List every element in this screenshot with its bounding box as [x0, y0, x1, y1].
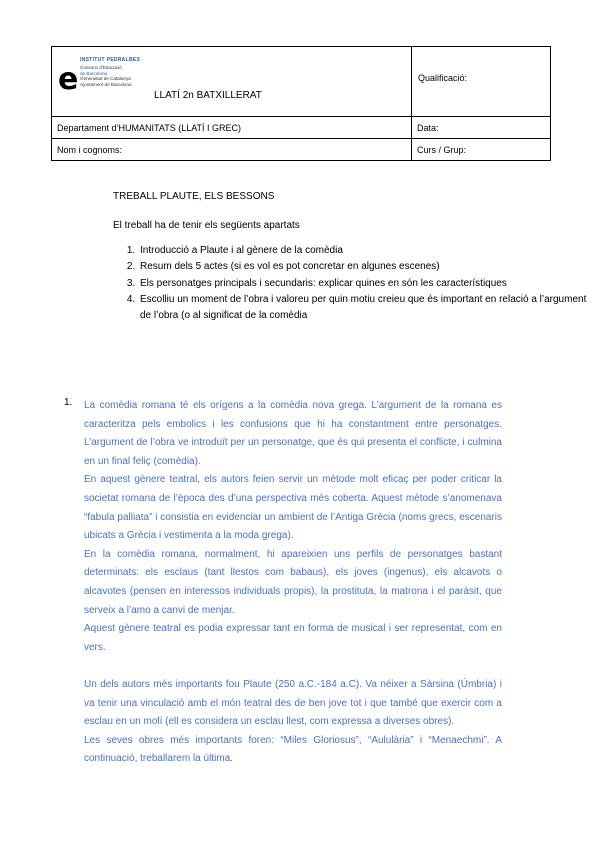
group-label: Curs / Grup: — [417, 144, 467, 155]
school-logo — [58, 57, 154, 97]
requirement-item: 1. Introducció a Plaute i al gènere de la comèdia — [138, 243, 598, 259]
answer-paragraph: La comèdia romana té els orígens a la comèdia nova grega. L’argument de la romana es caracteritza pels embolics i les confusions que hi ha constantment entre personatges. L’argument de l’obra ve introduït per un personatge, que és qui presenta el conflicte, i culmina en un final feliç (comèdia). — [84, 400, 502, 467]
logo-text-lines — [80, 65, 132, 87]
date-cell — [412, 117, 551, 139]
logo-line: de Barcelona — [80, 70, 108, 76]
date-label: Data: — [417, 122, 439, 133]
answer-paragraph: Aquest gènere teatral es podia expressar tant en forma de musical i ser representat, com en vers. — [84, 623, 502, 653]
logo-line: Generalitat de Catalunya — [80, 76, 131, 82]
department-cell — [52, 117, 412, 139]
group-cell — [412, 139, 551, 161]
name-label: Nom i cognoms: — [57, 144, 123, 155]
requirements-list — [111, 243, 598, 324]
answer-paragraph: En aquest gènere teatral, els autors feien servir un mètode molt eficaç per poder criticar la societat romana de l’època des d’una perspectiva més coberta. Aquest mètode s’anomenava “fabula palliata” i consistia en evidenciar un ambient de l’Antiga Grècia (noms grecs, escenaris ubicats a Grècia i vestimenta a la moda grega). — [84, 474, 502, 542]
logo-mark: e — [58, 62, 79, 97]
grade-label: Qualificació: — [418, 73, 468, 83]
department-label: Departament d’HUMANITATS (LLATÍ I GREC) — [57, 122, 242, 133]
answer-paragraph: En la comèdia romana, normalment, hi apareixien uns perfils de personatges bastant determinats: els esclaus (tant llestos com babaus), els joves (ingenus), els alcavots o alcavotes (pensen en interessos individuals propis), la prostituta, la matrona i el paràsit, que serveix a l’amo a canvi de menjar. — [84, 548, 502, 616]
requirement-item: 4. Escolliu un moment de l’obra i valoreu per quin motiu creieu que és important en relació a l’argument de l’obra (o al significat de la comèdia — [138, 292, 598, 325]
logo-line: Ajuntament de Barcelona — [80, 81, 132, 87]
logo-school-name: INSTITUT PEDRALBES — [80, 57, 141, 63]
requirement-item: 3. Els personatges principals i secundaris: explicar quines en són les característiques — [138, 276, 598, 292]
header-table — [51, 46, 551, 161]
answer-paragraph: Les seves obres més importants foren: “Miles Gloriosus”, “Aululària” i “Menaechmi”. A continuació, treballarem la última. — [84, 734, 502, 765]
course-title: LLATÍ 2n BATXILLERAT — [154, 90, 262, 101]
name-cell — [52, 139, 412, 161]
answer-number: 1. — [64, 397, 73, 408]
logo-line: Consorci d'Educació — [80, 65, 122, 70]
assignment-title: TREBALL PLAUTE, ELS BESSONS — [113, 191, 275, 202]
requirement-item: 2. Resum dels 5 actes (si es vol es pot concretar en algunes escenes) — [138, 259, 598, 275]
answer-paragraph: Un dels autors més importants fou Plaute (250 a.C.-184 a.C). Va néixer a Sàrsina (Úmbria) i va tenir una vinculació amb el món teatral des de ben jove tot i que també que exercir com a esclau en un molí (ell es considera un esclau llest, com expressa a diverses obres). — [84, 678, 502, 728]
grade-cell — [412, 47, 551, 117]
assignment-subtitle: El treball ha de tenir els següents apartats — [113, 220, 300, 231]
title-cell — [52, 47, 412, 117]
answer-body — [84, 397, 502, 769]
